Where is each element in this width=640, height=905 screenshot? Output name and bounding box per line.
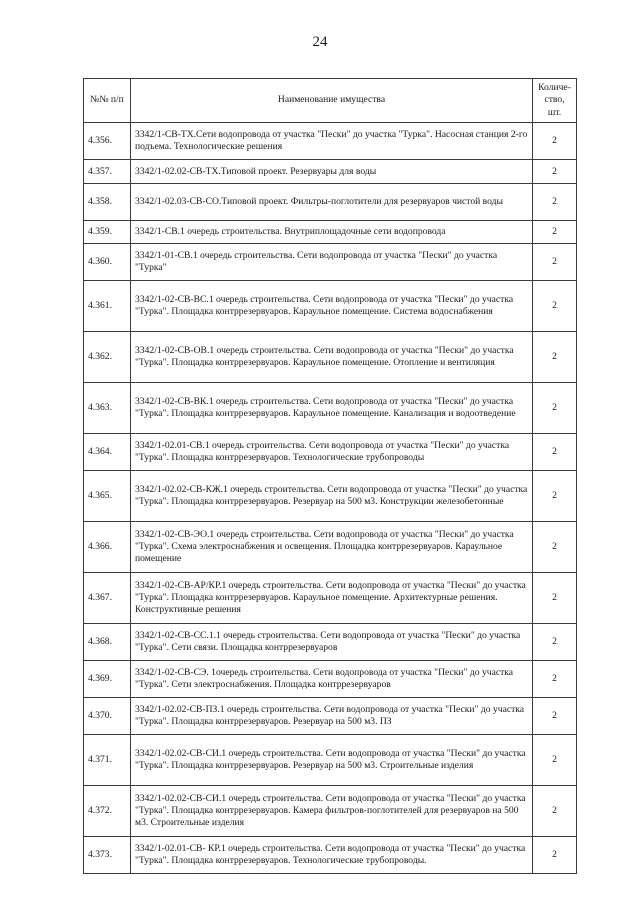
- header-name: Наименование имущества: [131, 79, 533, 123]
- row-name: 3342/1-02.01-СВ- КР.1 очередь строительства. Сети водопровода от участка "Пески" до участка "Турка". Площадка контррезервуаров. Технологические трубопроводы.: [131, 837, 533, 874]
- table-row: [84, 471, 577, 522]
- header-quantity: Количе-ство, шт.: [533, 79, 577, 123]
- row-name: 3342/1-02.02-СВ-СИ.1 очередь строительства. Сети водопровода от участка "Пески" до участка "Турка". Площадка контррезервуаров. Камера фильтров-поглотителей для резервуаров на 500 м3. Строительные изделия: [131, 786, 533, 837]
- row-quantity: 2: [533, 573, 577, 624]
- table-row: [84, 522, 577, 573]
- row-number: 4.357.: [84, 160, 131, 184]
- table-row: [84, 735, 577, 786]
- row-quantity: 2: [533, 735, 577, 786]
- table-row: [84, 624, 577, 661]
- row-quantity: 2: [533, 786, 577, 837]
- row-number: 4.359.: [84, 221, 131, 244]
- row-name: 3342/1-02-СВ-АР/КР.1 очередь строительства. Сети водопровода от участка "Пески" до участка "Турка". Площадка контррезервуаров. Караульное помещение. Архитектурные решения. Конструктивные решения: [131, 573, 533, 624]
- row-name: 3342/1-02.01-СВ.1 очередь строительства. Сети водопровода от участка "Пески" до участка "Турка". Площадка контррезервуаров. Технологические трубопроводы: [131, 434, 533, 471]
- row-quantity: 2: [533, 837, 577, 874]
- row-quantity: 2: [533, 281, 577, 332]
- table-row: [84, 837, 577, 874]
- row-number: 4.370.: [84, 698, 131, 735]
- row-name: 3342/1-02-СВ-СЭ. 1очередь строительства. Сети водопровода от участка "Пески" до участка "Турка". Сети электроснабжения. Площадка контррезервуаров: [131, 661, 533, 698]
- row-quantity: 2: [533, 160, 577, 184]
- table-row: [84, 383, 577, 434]
- table-row: [84, 434, 577, 471]
- row-number: 4.371.: [84, 735, 131, 786]
- row-quantity: 2: [533, 624, 577, 661]
- row-quantity: 2: [533, 184, 577, 221]
- table-row: [84, 184, 577, 221]
- table-body: [84, 123, 577, 874]
- table-row: [84, 160, 577, 184]
- row-name: 3342/1-02-СВ-ОВ.1 очередь строительства. Сети водопровода от участка "Пески" до участка "Турка". Площадка контррезервуаров. Караульное помещение. Отопление и вентиляция: [131, 332, 533, 383]
- row-name: 3342/1-02.02-СВ-ТХ.Типовой проект. Резервуары для воды: [131, 160, 533, 184]
- page-number: 24: [312, 34, 328, 50]
- row-number: 4.361.: [84, 281, 131, 332]
- row-name: 3342/1-02-СВ-СС.1.1 очередь строительства. Сети водопровода от участка "Пески" до участка "Турка". Сети связи. Площадка контррезервуаров: [131, 624, 533, 661]
- row-name: 3342/1-02.03-СВ-СО.Типовой проект. Фильтры-поглотители для резервуаров чистой воды: [131, 184, 533, 221]
- table-row: [84, 281, 577, 332]
- row-number: 4.365.: [84, 471, 131, 522]
- row-number: 4.367.: [84, 573, 131, 624]
- row-name: 3342/1-01-СВ.1 очередь строительства. Сети водопровода от участка "Пески" до участка "Турка": [131, 244, 533, 281]
- table-row: [84, 332, 577, 383]
- header-number: №№ п/п: [84, 79, 131, 123]
- table-row: [84, 573, 577, 624]
- row-number: 4.363.: [84, 383, 131, 434]
- row-number: 4.366.: [84, 522, 131, 573]
- table-row: [84, 123, 577, 160]
- row-quantity: 2: [533, 522, 577, 573]
- row-quantity: 2: [533, 332, 577, 383]
- table-row: [84, 698, 577, 735]
- row-number: 4.362.: [84, 332, 131, 383]
- property-table: [83, 78, 577, 874]
- row-number: 4.369.: [84, 661, 131, 698]
- row-number: 4.364.: [84, 434, 131, 471]
- row-name: 3342/1-02.02-СВ-КЖ.1 очередь строительства. Сети водопровода от участка "Пески" до участка "Турка". Площадка контррезервуаров. Резервуар на 500 м3. Конструкции железобетонные: [131, 471, 533, 522]
- table-row: [84, 244, 577, 281]
- row-name: 3342/1-СВ.1 очередь строительства. Внутриплощадочные сети водопровода: [131, 221, 533, 244]
- row-quantity: 2: [533, 661, 577, 698]
- row-number: 4.373.: [84, 837, 131, 874]
- row-name: 3342/1-02-СВ-ВС.1 очередь строительства. Сети водопровода от участка "Пески" до участка "Турка". Площадка контррезервуаров. Караульное помещение. Система водоснабжения: [131, 281, 533, 332]
- row-quantity: 2: [533, 221, 577, 244]
- table-row: [84, 221, 577, 244]
- row-name: 3342/1-02-СВ-ВК.1 очередь строительства. Сети водопровода от участка "Пески" до участка "Турка". Площадка контррезервуаров. Караульное помещение. Канализация и водоотведение: [131, 383, 533, 434]
- row-quantity: 2: [533, 434, 577, 471]
- row-name: 3342/1-СВ-ТХ.Сети водопровода от участка "Пески" до участка "Турка". Насосная станция 2-го подъема. Технологические решения: [131, 123, 533, 160]
- row-quantity: 2: [533, 244, 577, 281]
- table-row: [84, 786, 577, 837]
- row-number: 4.372.: [84, 786, 131, 837]
- table-header-row: [84, 79, 577, 123]
- row-name: 3342/1-02-СВ-ЭО.1 очередь строительства. Сети водопровода от участка "Пески" до участка "Турка". Схема электроснабжения и освещения. Площадка контррезервуаров. Караульное помещение: [131, 522, 533, 573]
- row-quantity: 2: [533, 123, 577, 160]
- row-number: 4.368.: [84, 624, 131, 661]
- table-row: [84, 661, 577, 698]
- row-number: 4.358.: [84, 184, 131, 221]
- row-name: 3342/1-02.02-СВ-ПЗ.1 очередь строительства. Сети водопровода от участка "Пески" до участка "Турка". Площадка контррезервуаров. Резервуар на 500 м3. ПЗ: [131, 698, 533, 735]
- row-number: 4.356.: [84, 123, 131, 160]
- row-quantity: 2: [533, 698, 577, 735]
- row-number: 4.360.: [84, 244, 131, 281]
- row-name: 3342/1-02.02-СВ-СИ.1 очередь строительства. Сети водопровода от участка "Пески" до участка "Турка". Площадка контррезервуаров. Резервуар на 500 м3. Строительные изделия: [131, 735, 533, 786]
- row-quantity: 2: [533, 471, 577, 522]
- row-quantity: 2: [533, 383, 577, 434]
